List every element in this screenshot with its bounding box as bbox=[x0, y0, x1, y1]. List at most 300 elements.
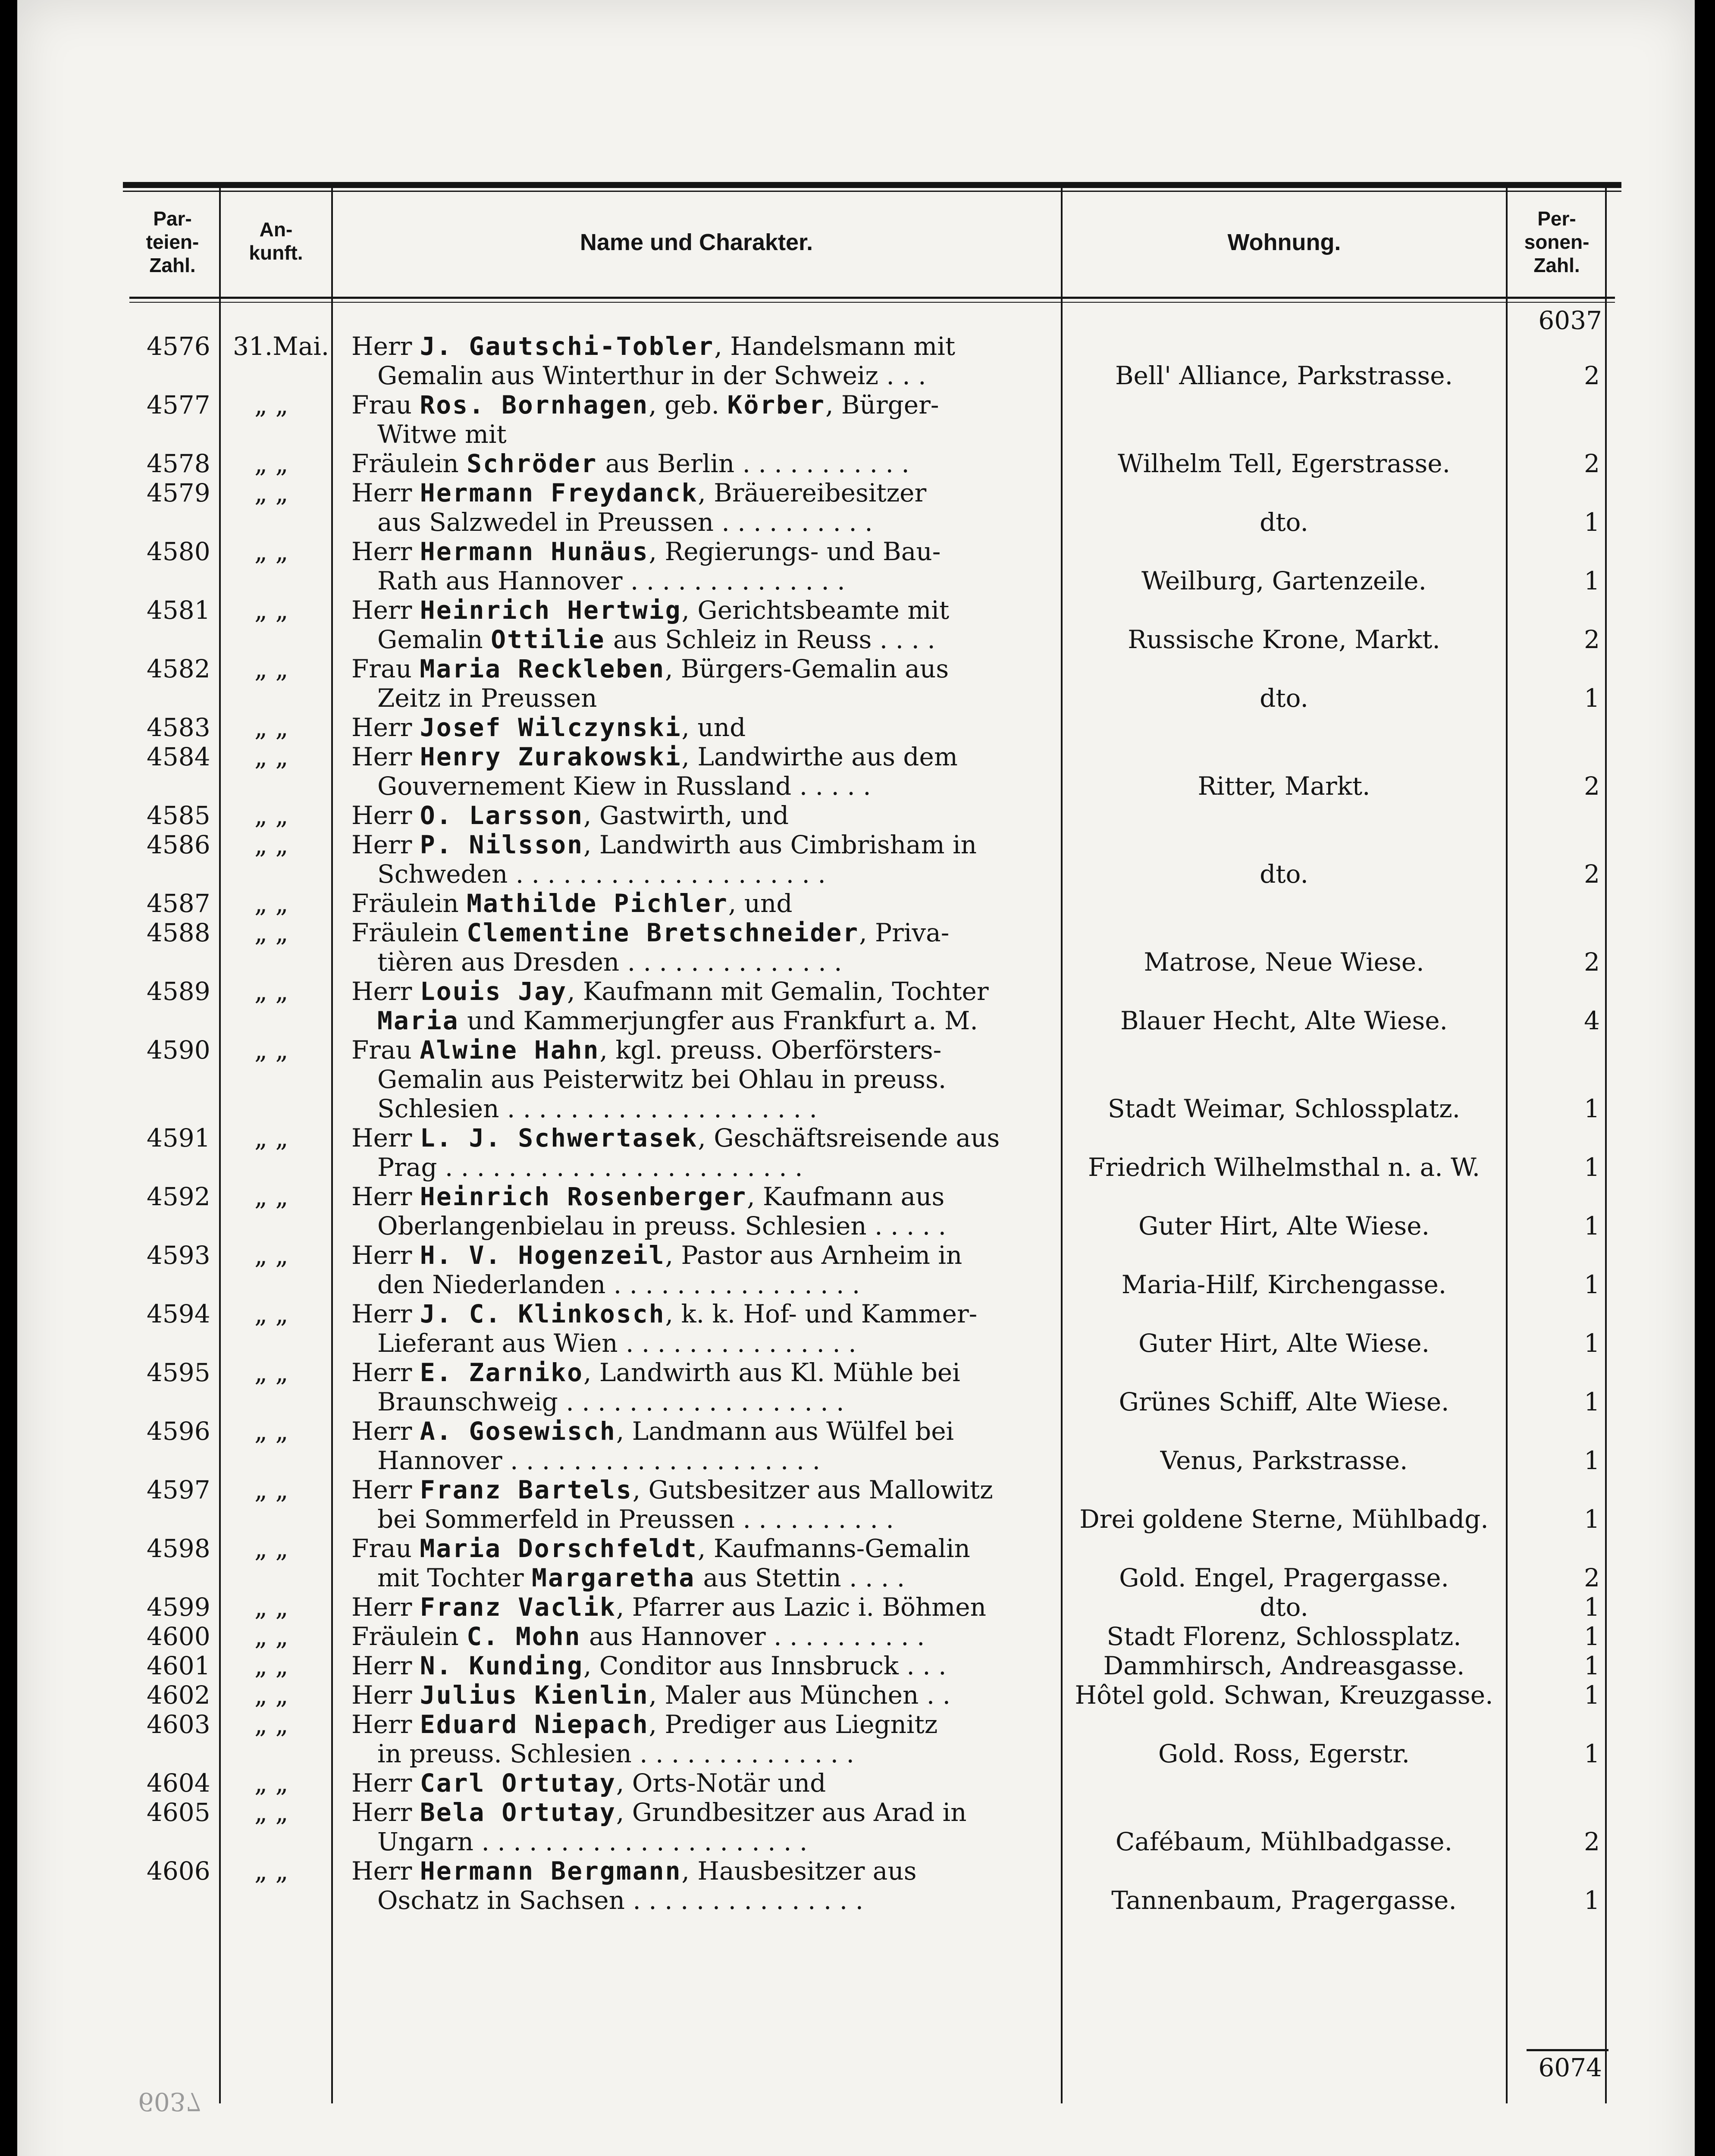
entry-name-line bbox=[377, 1329, 1057, 1357]
entry-lodging: dto. bbox=[1260, 508, 1308, 537]
person-name: Josef Wilczynski bbox=[420, 713, 682, 742]
entry-number: 4606 bbox=[147, 1856, 210, 1886]
entry-arrival: „ „ bbox=[254, 1475, 288, 1504]
person-name: Julius Kienlin bbox=[420, 1681, 649, 1709]
entry-text: Ungarn . . . . . . . . . . . . . . . . . . . . . bbox=[377, 1827, 808, 1856]
person-name: A. Gosewisch bbox=[420, 1417, 616, 1445]
entry-number: 4576 bbox=[147, 332, 210, 361]
entry-name-line bbox=[377, 361, 1057, 390]
entry-arrival: „ „ bbox=[254, 1035, 288, 1065]
entry-text: , Gastwirth, und bbox=[583, 801, 789, 830]
entry-arrival: „ „ bbox=[254, 977, 288, 1006]
entry-text: Rath aus Hannover . . . . . . . . . . . . . . bbox=[377, 567, 845, 595]
entry-text: Fräulein bbox=[351, 449, 467, 478]
entry-person-count: 1 bbox=[1584, 566, 1600, 595]
entry-text: Herr bbox=[351, 596, 420, 624]
entry-arrival: „ „ bbox=[254, 889, 288, 918]
entry-number: 4604 bbox=[147, 1768, 210, 1798]
entry-name-line bbox=[351, 479, 1057, 507]
entry-name-line bbox=[351, 391, 1057, 419]
entry-name-line bbox=[377, 1505, 1057, 1533]
entry-text: Gemalin aus Winterthur in der Schweiz . . . bbox=[377, 361, 926, 390]
entry-text: Lieferant aus Wien . . . . . . . . . . . . . . . bbox=[377, 1329, 856, 1357]
entry-text: Fräulein bbox=[351, 918, 467, 947]
col-divider-1 bbox=[219, 188, 221, 2103]
entry-arrival: „ „ bbox=[254, 1651, 288, 1680]
person-name: Bela Ortutay bbox=[420, 1798, 616, 1827]
total-rule bbox=[1527, 2049, 1608, 2051]
entry-person-count: 1 bbox=[1584, 1153, 1600, 1182]
entry-arrival: „ „ bbox=[254, 1768, 288, 1798]
entry-text: Frau bbox=[351, 655, 420, 683]
entry-person-count: 1 bbox=[1584, 1329, 1600, 1358]
entry-text: Herr bbox=[351, 801, 420, 830]
entry-text: , Priva- bbox=[859, 918, 950, 947]
entry-name-line bbox=[377, 1739, 1057, 1768]
entry-text: Herr bbox=[351, 1857, 420, 1885]
col-divider-4 bbox=[1506, 188, 1508, 2103]
entry-arrival: „ „ bbox=[254, 1622, 288, 1651]
entry-person-count: 2 bbox=[1584, 361, 1600, 390]
entry-person-count: 2 bbox=[1584, 947, 1600, 977]
person-name: J. Gautschi-Tobler bbox=[420, 332, 715, 360]
entry-name-line bbox=[351, 449, 1057, 478]
entry-text: , Conditor aus Innsbruck . . . bbox=[583, 1651, 947, 1680]
entry-arrival: „ „ bbox=[254, 713, 288, 742]
entry-number: 4580 bbox=[147, 537, 210, 566]
person-name: Margaretha bbox=[532, 1564, 696, 1592]
entry-person-count: 1 bbox=[1584, 1622, 1600, 1651]
entry-text: Oschatz in Sachsen . . . . . . . . . . . . . . . bbox=[377, 1886, 864, 1915]
entry-number: 4605 bbox=[147, 1798, 210, 1827]
entry-text: , Kaufmann aus bbox=[747, 1182, 945, 1211]
entry-person-count: 1 bbox=[1584, 1886, 1600, 1915]
entry-lodging: dto. bbox=[1260, 1592, 1308, 1622]
entry-text: Witwe mit bbox=[377, 420, 507, 448]
entry-number: 4598 bbox=[147, 1534, 210, 1563]
entry-arrival: „ „ bbox=[254, 1416, 288, 1446]
entry-text: Herr bbox=[351, 1798, 420, 1827]
entry-text: , Pastor aus Arnheim in bbox=[665, 1241, 963, 1269]
entry-name-line bbox=[351, 655, 1057, 683]
entry-text: Schlesien . . . . . . . . . . . . . . . . . . . . bbox=[377, 1094, 817, 1123]
entry-text: , Kaufmann mit Gemalin, Tochter bbox=[567, 977, 989, 1006]
entry-text: Herr bbox=[351, 479, 420, 507]
entry-person-count: 2 bbox=[1584, 625, 1600, 654]
entry-name-line bbox=[351, 1534, 1057, 1563]
entry-arrival: „ „ bbox=[254, 390, 288, 420]
person-name: L. J. Schwertasek bbox=[420, 1124, 698, 1152]
entry-text: Herr bbox=[351, 713, 420, 742]
person-name: Louis Jay bbox=[420, 977, 567, 1006]
person-name: P. Nilsson bbox=[420, 830, 583, 859]
person-name: O. Larsson bbox=[420, 801, 583, 830]
entry-text: Frau bbox=[351, 1534, 420, 1563]
page-total: 6074 bbox=[1538, 2053, 1602, 2082]
entry-text: Herr bbox=[351, 1300, 420, 1328]
entry-number: 4585 bbox=[147, 801, 210, 830]
entry-name-line bbox=[351, 1476, 1057, 1504]
entry-person-count: 1 bbox=[1584, 1211, 1600, 1241]
entry-lodging: Drei goldene Sterne, Mühlbadg. bbox=[1079, 1504, 1489, 1534]
person-name: Maria bbox=[377, 1006, 459, 1035]
entry-arrival: „ „ bbox=[254, 830, 288, 859]
entry-arrival: „ „ bbox=[254, 449, 288, 478]
entry-lodging: Guter Hirt, Alte Wiese. bbox=[1138, 1329, 1430, 1358]
entry-number: 4594 bbox=[147, 1299, 210, 1329]
entry-number: 4602 bbox=[147, 1680, 210, 1710]
entry-text: Oberlangenbielau in preuss. Schlesien . . . . . bbox=[377, 1212, 947, 1240]
entry-number: 4593 bbox=[147, 1241, 210, 1270]
entry-name-line bbox=[377, 1564, 1057, 1592]
entry-text: , k. k. Hof- und Kammer- bbox=[665, 1300, 978, 1328]
entry-person-count: 1 bbox=[1584, 1739, 1600, 1768]
entry-text: Herr bbox=[351, 1358, 420, 1387]
entry-name-line bbox=[377, 772, 1057, 800]
entry-name-line bbox=[351, 596, 1057, 624]
entry-arrival: „ „ bbox=[254, 918, 288, 947]
entry-number: 4587 bbox=[147, 889, 210, 918]
margin-note: 6037 bbox=[138, 2087, 202, 2116]
entry-text: , Kaufmanns-Gemalin bbox=[697, 1534, 970, 1563]
entry-person-count: 2 bbox=[1584, 771, 1600, 801]
entry-person-count: 4 bbox=[1584, 1006, 1600, 1035]
entry-arrival: „ „ bbox=[254, 1592, 288, 1622]
entry-lodging: Stadt Florenz, Schlossplatz. bbox=[1107, 1622, 1461, 1651]
person-name: Schröder bbox=[467, 449, 598, 478]
entry-arrival: „ „ bbox=[254, 742, 288, 771]
entry-text: , Landwirthe aus dem bbox=[681, 743, 958, 771]
person-name: Franz Vaclik bbox=[420, 1593, 616, 1621]
entry-name-line bbox=[351, 977, 1057, 1006]
person-name: H. V. Hogenzeil bbox=[420, 1241, 665, 1269]
entry-lodging: Gold. Engel, Pragergasse. bbox=[1119, 1563, 1449, 1592]
entry-text: , Grundbesitzer aus Arad in bbox=[616, 1798, 967, 1827]
entry-text: , Bürger- bbox=[825, 391, 939, 419]
header-parteien: Par- teien- Zahl. bbox=[146, 207, 199, 276]
entry-lodging: Stadt Weimar, Schlossplatz. bbox=[1107, 1094, 1461, 1123]
entry-text: , und bbox=[728, 889, 793, 918]
person-name: Henry Zurakowski bbox=[420, 743, 682, 771]
header-wohnung: Wohnung. bbox=[1227, 229, 1341, 255]
entry-number: 4595 bbox=[147, 1358, 210, 1387]
entry-name-line bbox=[377, 860, 1057, 888]
entry-arrival: 31.Mai. bbox=[233, 332, 329, 361]
table-top-rule bbox=[123, 182, 1621, 188]
entry-arrival: „ „ bbox=[254, 801, 288, 830]
entry-text: , Gerichtsbeamte mit bbox=[681, 596, 950, 624]
person-name: Hermann Hunäus bbox=[420, 537, 649, 566]
entry-arrival: „ „ bbox=[254, 1534, 288, 1563]
entry-text: mit Tochter bbox=[377, 1564, 532, 1592]
entry-name-line bbox=[351, 1769, 1057, 1797]
entry-text: Herr bbox=[351, 1769, 420, 1797]
entry-arrival: „ „ bbox=[254, 478, 288, 508]
person-name: J. C. Klinkosch bbox=[420, 1300, 665, 1328]
entry-text: Herr bbox=[351, 1241, 420, 1269]
entry-text: , Landmann aus Wülfel bei bbox=[616, 1417, 954, 1445]
entry-arrival: „ „ bbox=[254, 537, 288, 566]
entry-person-count: 1 bbox=[1584, 1446, 1600, 1475]
person-name: N. Kunding bbox=[420, 1651, 583, 1680]
entry-text: , Maler aus München . . bbox=[649, 1681, 951, 1709]
entry-name-line bbox=[351, 1182, 1057, 1211]
entry-name-line bbox=[351, 1651, 1057, 1680]
entry-text: Gemalin aus Peisterwitz bei Ohlau in preuss. bbox=[377, 1065, 947, 1094]
header-personen: Per- sonen- Zahl. bbox=[1524, 207, 1590, 276]
entry-text: , Gutsbesitzer aus Mallowitz bbox=[632, 1476, 993, 1504]
person-name: Clementine Bretschneider bbox=[467, 918, 859, 947]
entry-number: 4579 bbox=[147, 478, 210, 508]
entry-number: 4586 bbox=[147, 830, 210, 859]
entry-person-count: 1 bbox=[1584, 1680, 1600, 1710]
entry-name-line bbox=[351, 1124, 1057, 1152]
person-name: Körber bbox=[727, 391, 826, 419]
entry-name-line bbox=[351, 1593, 1057, 1621]
person-name: Ros. Bornhagen bbox=[420, 391, 649, 419]
entry-lodging: Ritter, Markt. bbox=[1198, 771, 1370, 801]
entry-arrival: „ „ bbox=[254, 1856, 288, 1886]
entry-person-count: 1 bbox=[1584, 508, 1600, 537]
header-name: Name und Charakter. bbox=[580, 229, 813, 255]
entry-lodging: dto. bbox=[1260, 859, 1308, 889]
entry-lodging: Cafébaum, Mühlbadgasse. bbox=[1115, 1827, 1453, 1856]
entry-text: tièren aus Dresden . . . . . . . . . . . . . . bbox=[377, 948, 842, 976]
entry-name-line bbox=[351, 1300, 1057, 1328]
entry-number: 4596 bbox=[147, 1416, 210, 1446]
entry-lodging: Friedrich Wilhelmsthal n. a. W. bbox=[1088, 1153, 1480, 1182]
entry-lodging: Gold. Ross, Egerstr. bbox=[1158, 1739, 1410, 1768]
entry-name-line bbox=[377, 1886, 1057, 1915]
entry-text: Gemalin bbox=[377, 625, 491, 654]
entry-name-line bbox=[377, 1006, 1057, 1035]
entry-text: aus Schleiz in Reuss . . . . bbox=[605, 625, 935, 654]
entry-lodging: Dammhirsch, Andreasgasse. bbox=[1103, 1651, 1465, 1680]
entry-text: Hannover . . . . . . . . . . . . . . . . . . . . bbox=[377, 1446, 821, 1475]
entry-number: 4599 bbox=[147, 1592, 210, 1622]
person-name: Maria Dorschfeldt bbox=[420, 1534, 698, 1563]
entry-text: den Niederlanden . . . . . . . . . . . . . . . . bbox=[377, 1270, 860, 1299]
entry-text: , Bürgers-Gemalin aus bbox=[665, 655, 949, 683]
entry-text: , Regierungs- und Bau- bbox=[649, 537, 941, 566]
entry-text: aus Berlin . . . . . . . . . . . bbox=[597, 449, 909, 478]
entry-name-line bbox=[351, 332, 1057, 360]
entry-arrival: „ „ bbox=[254, 1358, 288, 1387]
entry-arrival: „ „ bbox=[254, 595, 288, 625]
person-name: Mathilde Pichler bbox=[467, 889, 728, 918]
entry-text: , Handelsmann mit bbox=[714, 332, 956, 360]
entry-person-count: 1 bbox=[1584, 1094, 1600, 1123]
entry-lodging: Venus, Parkstrasse. bbox=[1160, 1446, 1408, 1475]
entry-name-line bbox=[377, 948, 1057, 976]
person-name: Alwine Hahn bbox=[420, 1036, 600, 1064]
entry-text: Herr bbox=[351, 332, 420, 360]
entry-name-line bbox=[377, 1827, 1057, 1856]
entry-name-line bbox=[351, 1417, 1057, 1445]
person-name: Heinrich Rosenberger bbox=[420, 1182, 747, 1211]
entry-text: Gouvernement Kiew in Russland . . . . . bbox=[377, 772, 871, 800]
person-name: Eduard Niepach bbox=[420, 1710, 649, 1739]
entry-person-count: 1 bbox=[1584, 1592, 1600, 1622]
person-name: Hermann Freydanck bbox=[420, 479, 698, 507]
entry-arrival: „ „ bbox=[254, 1123, 288, 1153]
entry-number: 4584 bbox=[147, 742, 210, 771]
entry-name-line bbox=[351, 1681, 1057, 1709]
entry-arrival: „ „ bbox=[254, 1241, 288, 1270]
col-divider-2 bbox=[331, 188, 333, 2103]
entry-arrival: „ „ bbox=[254, 1798, 288, 1827]
entry-text: aus Hannover . . . . . . . . . . bbox=[581, 1622, 925, 1651]
entry-arrival: „ „ bbox=[254, 1710, 288, 1739]
entry-name-line bbox=[377, 1094, 1057, 1123]
header-bottom-rule-thin bbox=[129, 302, 1615, 303]
entry-lodging: Guter Hirt, Alte Wiese. bbox=[1138, 1211, 1430, 1241]
entry-text: in preuss. Schlesien . . . . . . . . . . . . . . bbox=[377, 1739, 854, 1768]
entry-text: Herr bbox=[351, 1182, 420, 1211]
entry-text: , Orts-Notär und bbox=[616, 1769, 826, 1797]
entry-text: , Landwirth aus Cimbrisham in bbox=[583, 830, 977, 859]
entry-text: Herr bbox=[351, 1417, 420, 1445]
entry-number: 4588 bbox=[147, 918, 210, 947]
person-name: Franz Bartels bbox=[420, 1476, 633, 1504]
entry-arrival: „ „ bbox=[254, 1680, 288, 1710]
entry-number: 4577 bbox=[147, 390, 210, 420]
entry-number: 4590 bbox=[147, 1035, 210, 1065]
entry-name-line bbox=[351, 1710, 1057, 1739]
entry-name-line bbox=[351, 830, 1057, 859]
entry-text: , Landwirth aus Kl. Mühle bei bbox=[583, 1358, 960, 1387]
entry-text: Fräulein bbox=[351, 889, 467, 918]
entry-name-line bbox=[351, 537, 1057, 566]
entry-person-count: 1 bbox=[1584, 1504, 1600, 1534]
entry-lodging: Grünes Schiff, Alte Wiese. bbox=[1119, 1387, 1449, 1416]
entry-number: 4583 bbox=[147, 713, 210, 742]
person-name: Ottilie bbox=[491, 625, 605, 654]
entry-name-line bbox=[351, 1857, 1057, 1885]
person-name: Carl Ortutay bbox=[420, 1769, 616, 1797]
entry-text: , geb. bbox=[649, 391, 727, 419]
entry-text: Herr bbox=[351, 1124, 420, 1152]
entry-text: Prag . . . . . . . . . . . . . . . . . . . . . . . bbox=[377, 1153, 803, 1181]
entry-name-line bbox=[351, 889, 1057, 918]
entry-name-line bbox=[351, 918, 1057, 947]
entry-name-line bbox=[377, 1446, 1057, 1475]
entry-name-line bbox=[377, 1270, 1057, 1299]
entry-name-line bbox=[377, 684, 1057, 712]
person-name: Maria Reckleben bbox=[420, 655, 665, 683]
entry-number: 4600 bbox=[147, 1622, 210, 1651]
entry-name-line bbox=[377, 508, 1057, 536]
person-name: E. Zarniko bbox=[420, 1358, 583, 1387]
person-name: Hermann Bergmann bbox=[420, 1857, 682, 1885]
entry-arrival: „ „ bbox=[254, 1182, 288, 1211]
entry-text: Herr bbox=[351, 743, 420, 771]
entry-arrival: „ „ bbox=[254, 654, 288, 683]
entry-text: , kgl. preuss. Oberförsters- bbox=[599, 1036, 942, 1064]
entry-lodging: Tannenbaum, Pragergasse. bbox=[1111, 1886, 1457, 1915]
entry-number: 4582 bbox=[147, 654, 210, 683]
entry-name-line bbox=[351, 1036, 1057, 1064]
header-ankunft: An- kunft. bbox=[249, 218, 303, 264]
entry-person-count: 1 bbox=[1584, 1270, 1600, 1299]
entry-number: 4592 bbox=[147, 1182, 210, 1211]
entry-name-line bbox=[351, 1622, 1057, 1651]
entry-text: Frau bbox=[351, 1036, 420, 1064]
entry-text: Herr bbox=[351, 1710, 420, 1739]
person-name: Heinrich Hertwig bbox=[420, 596, 682, 624]
entry-lodging: Maria-Hilf, Kirchengasse. bbox=[1121, 1270, 1447, 1299]
entry-lodging: dto. bbox=[1260, 683, 1308, 713]
entry-text: Braunschweig . . . . . . . . . . . . . . . . . . bbox=[377, 1388, 844, 1416]
entry-lodging: Russische Krone, Markt. bbox=[1128, 625, 1440, 654]
header-bottom-rule bbox=[129, 297, 1615, 299]
entry-text: Schweden . . . . . . . . . . . . . . . . . . . . bbox=[377, 860, 826, 888]
entry-name-line bbox=[377, 1212, 1057, 1240]
entry-text: Herr bbox=[351, 537, 420, 566]
entry-text: Herr bbox=[351, 830, 420, 859]
entry-text: Frau bbox=[351, 391, 420, 419]
entry-name-line bbox=[377, 1388, 1057, 1416]
entry-text: Herr bbox=[351, 977, 420, 1006]
entry-text: bei Sommerfeld in Preussen . . . . . . . . . . bbox=[377, 1505, 894, 1533]
entry-name-line bbox=[351, 713, 1057, 742]
entry-lodging: Blauer Hecht, Alte Wiese. bbox=[1120, 1006, 1448, 1035]
entry-text: , Pfarrer aus Lazic i. Böhmen bbox=[616, 1593, 986, 1621]
entry-person-count: 1 bbox=[1584, 1387, 1600, 1416]
entry-name-line bbox=[377, 1065, 1057, 1094]
entry-lodging: Bell' Alliance, Parkstrasse. bbox=[1115, 361, 1453, 390]
person-name: C. Mohn bbox=[467, 1622, 581, 1651]
entry-lodging: Wilhelm Tell, Egerstrasse. bbox=[1117, 449, 1451, 478]
entry-text: Herr bbox=[351, 1651, 420, 1680]
entry-person-count: 1 bbox=[1584, 1651, 1600, 1680]
entry-text: Fräulein bbox=[351, 1622, 467, 1651]
entry-number: 4578 bbox=[147, 449, 210, 478]
entry-name-line bbox=[351, 1358, 1057, 1387]
entry-name-line bbox=[351, 1798, 1057, 1827]
entry-name-line bbox=[351, 1241, 1057, 1269]
entry-number: 4601 bbox=[147, 1651, 210, 1680]
entry-text: aus Salzwedel in Preussen . . . . . . . . . . bbox=[377, 508, 873, 536]
entry-text: Herr bbox=[351, 1681, 420, 1709]
entry-text: aus Stettin . . . . bbox=[695, 1564, 905, 1592]
entry-number: 4589 bbox=[147, 977, 210, 1006]
entry-name-line bbox=[377, 625, 1057, 654]
carry-over-total: 6037 bbox=[1538, 306, 1602, 335]
entry-person-count: 2 bbox=[1584, 859, 1600, 889]
entry-person-count: 2 bbox=[1584, 449, 1600, 478]
entry-person-count: 1 bbox=[1584, 683, 1600, 713]
entry-lodging: Hôtel gold. Schwan, Kreuzgasse. bbox=[1075, 1680, 1493, 1710]
entry-name-line bbox=[377, 420, 1057, 448]
entry-arrival: „ „ bbox=[254, 1299, 288, 1329]
col-divider-3 bbox=[1061, 188, 1063, 2103]
col-divider-5 bbox=[1605, 188, 1607, 2103]
entry-person-count: 2 bbox=[1584, 1827, 1600, 1856]
entry-text: , Bräuereibesitzer bbox=[698, 479, 927, 507]
entry-text: Zeitz in Preussen bbox=[377, 684, 597, 712]
entry-lodging: Weilburg, Gartenzeile. bbox=[1141, 566, 1427, 595]
entry-number: 4581 bbox=[147, 595, 210, 625]
entry-text: Herr bbox=[351, 1593, 420, 1621]
entry-name-line bbox=[377, 567, 1057, 595]
entry-number: 4603 bbox=[147, 1710, 210, 1739]
entry-name-line bbox=[351, 801, 1057, 830]
table-top-rule-thin bbox=[123, 191, 1621, 192]
entry-text: , und bbox=[681, 713, 746, 742]
entry-text: , Hausbesitzer aus bbox=[681, 1857, 917, 1885]
entry-text: , Geschäftsreisende aus bbox=[698, 1124, 1000, 1152]
